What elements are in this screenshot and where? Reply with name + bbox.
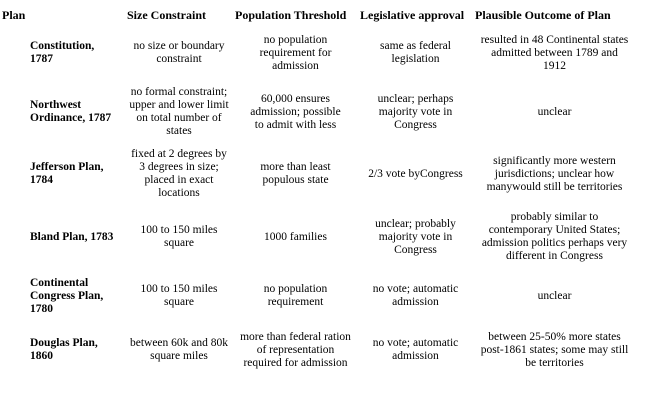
plan-name-cell (0, 323, 125, 377)
plausible-outcome-cell (473, 323, 636, 377)
legislative-approval-cell (358, 81, 473, 143)
size-constraint-cell (125, 143, 233, 205)
size-constraint-cell (125, 269, 233, 323)
statehood-plans-table (0, 9, 636, 377)
population-threshold: more than least populous state (260, 161, 331, 186)
legislative-approval: no vote; automatic admission (372, 283, 459, 308)
plan-name-cell (0, 143, 125, 205)
population-threshold-cell (233, 143, 358, 205)
plan-name: Bland Plan, 1783 (30, 230, 114, 243)
legislative-approval: 2/3 vote byCongress (368, 167, 463, 180)
population-threshold: no population requirement for admission (259, 33, 332, 72)
header-plan: Plan (2, 8, 26, 22)
header-size-constraint: Size Constraint (127, 8, 206, 22)
plausible-outcome: significantly more western jurisdictions; unclear how manywould still be territories (486, 154, 623, 193)
plausible-outcome-cell (473, 269, 636, 323)
legislative-approval: same as federal legislation (380, 40, 451, 65)
header-population-threshold: Population Threshold (235, 8, 347, 22)
header-plausible-outcome: Plausible Outcome of Plan (475, 8, 611, 22)
size-constraint: fixed at 2 degrees by 3 degrees in size; placed in exact locations (131, 148, 227, 199)
legislative-approval-cell (358, 205, 473, 269)
plausible-outcome-cell (473, 81, 636, 143)
plan-name: Jefferson Plan, 1784 (30, 161, 104, 186)
legislative-approval-cell (358, 25, 473, 81)
legislative-approval-cell (358, 323, 473, 377)
plausible-outcome-cell (473, 25, 636, 81)
table-row (0, 25, 636, 81)
population-threshold-cell (233, 25, 358, 81)
table-header-row (0, 9, 636, 25)
table-row (0, 143, 636, 205)
plausible-outcome: between 25-50% more states post-1861 states; some may still be territories (480, 330, 629, 369)
plan-name: Northwest Ordinance, 1787 (30, 99, 112, 124)
population-threshold-cell (233, 269, 358, 323)
size-constraint: no size or boundary constraint (133, 40, 225, 65)
size-constraint-cell (125, 25, 233, 81)
plan-name-cell (0, 81, 125, 143)
size-constraint-cell (125, 81, 233, 143)
plan-name: Continental Congress Plan, 1780 (30, 276, 104, 315)
size-constraint: 100 to 150 miles square (140, 224, 218, 249)
plausible-outcome: unclear (537, 289, 572, 302)
legislative-approval-cell (358, 143, 473, 205)
legislative-approval: unclear; perhaps majority vote in Congress (377, 92, 454, 131)
plan-name-cell (0, 205, 125, 269)
plausible-outcome: unclear (537, 105, 572, 118)
size-constraint-cell (125, 323, 233, 377)
size-constraint-cell (125, 205, 233, 269)
plan-name-cell (0, 269, 125, 323)
plausible-outcome-cell (473, 143, 636, 205)
legislative-approval: no vote; automatic admission (372, 337, 459, 362)
population-threshold: 1000 families (264, 230, 327, 243)
plausible-outcome: resulted in 48 Continental states admitted between 1789 and 1912 (480, 33, 629, 72)
table-row (0, 205, 636, 269)
population-threshold: more than federal ration of representation required for admission (240, 330, 351, 369)
plausible-outcome-cell (473, 205, 636, 269)
size-constraint: no formal constraint; upper and lower limit on total number of states (129, 86, 229, 137)
population-threshold-cell (233, 205, 358, 269)
population-threshold: 60,000 ensures admission; possible to admit with less (250, 92, 341, 131)
plan-name-cell (0, 25, 125, 81)
legislative-approval-cell (358, 269, 473, 323)
plausible-outcome: probably similar to contemporary United States; admission politics perhaps very different in Congress (481, 211, 628, 262)
header-legislative-approval: Legislative approval (360, 8, 465, 22)
legislative-approval: unclear; probably majority vote in Congress (375, 217, 456, 256)
plan-name: Constitution, 1787 (30, 40, 95, 65)
table-row (0, 269, 636, 323)
population-threshold-cell (233, 81, 358, 143)
table-row (0, 81, 636, 143)
population-threshold-cell (233, 323, 358, 377)
size-constraint: 100 to 150 miles square (140, 283, 218, 308)
size-constraint: between 60k and 80k square miles (129, 337, 229, 362)
table-row (0, 323, 636, 377)
population-threshold: no population requirement (263, 283, 328, 308)
plan-name: Douglas Plan, 1860 (30, 337, 98, 362)
